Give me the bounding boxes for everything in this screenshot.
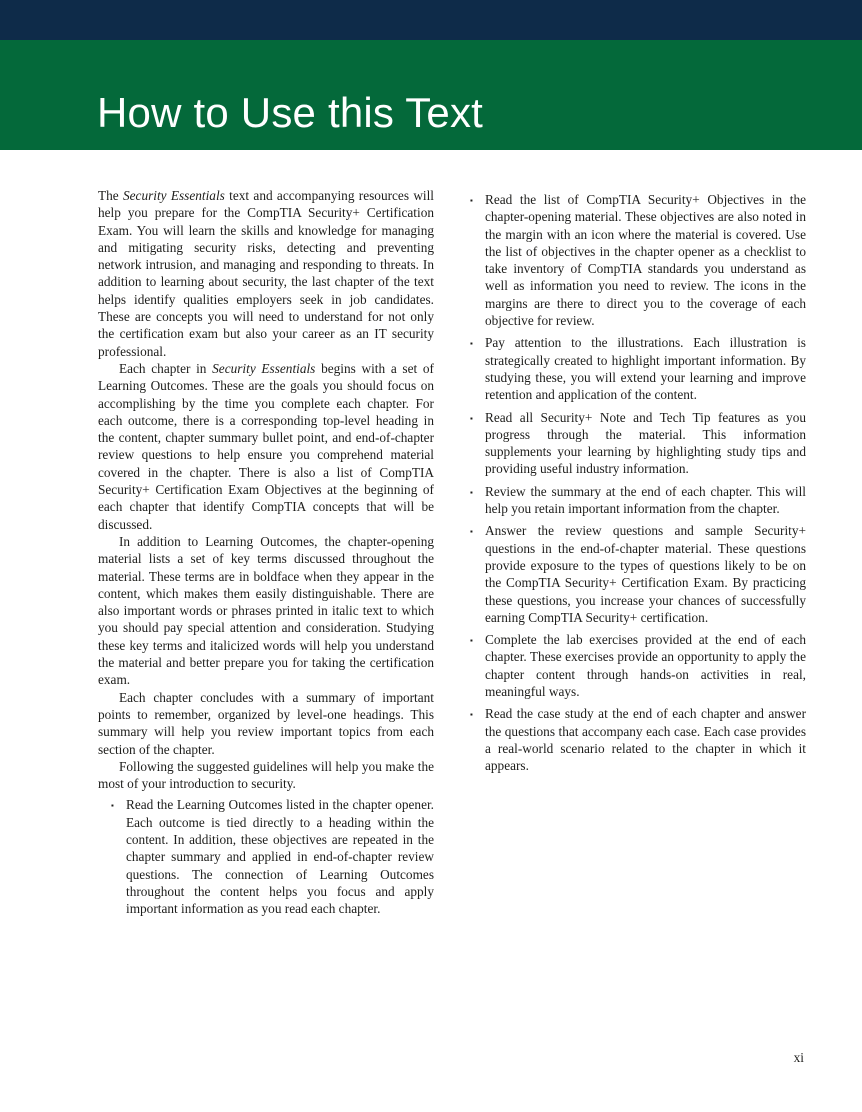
body-text: begins with a set of Learning Outcomes. These are the goals you should focus on accomplishing by the time you complete each chapter. For each outcome, there is a corresponding top-level heading in the content, chapter summary bullet point, and end-of-chapter review questions to help ensure you comprehend material covered in the chapter. There is also a list of CompTIA Security+ Certification Exam Objectives at the beginning of each chapter that identify CompTIA concepts that will be discussed. [98, 360, 434, 532]
bullet-square-marker: ▪ [470, 710, 473, 720]
body-text: Following the suggested guidelines will help you make the most of your introduction to security. [98, 758, 434, 792]
bullet-item [470, 705, 806, 774]
body-text: Each chapter concludes with a summary of important points to remember, organized by level-one headings. This summary will help you review important topics from each section of the chapter. [98, 689, 434, 757]
body-text: In addition to Learning Outcomes, the chapter-opening material lists a set of key terms discussed throughout the material. These terms are in boldface when they appear in the content, which makes them easily distinguishable. There are also important words or phrases printed in italic text to which you should pay special attention and consideration. Studying these key terms and italicized words will help you understand the material and better prepare you for taking the certification exam. [98, 533, 434, 688]
bullet-item [470, 334, 806, 403]
paragraph [98, 689, 434, 758]
bullet-text: Pay attention to the illustrations. Each illustration is strategically created to highlight important information. By studying these, you will extend your learning and improve retention and application of the content. [485, 335, 806, 403]
paragraph [98, 758, 434, 793]
bullet-square-marker: ▪ [111, 801, 114, 811]
body-text: text and accompanying resources will help you prepare for the CompTIA Security+ Certification Exam. You will learn the skills and knowledge for managing and mitigating security risks, detecting and preventing network intrusion, and managing and responding to threats. In addition to learning about security, the last chapter of the text helps identify qualities employers seek in job candidates. These are concepts you will need to understand for not only the certification exam but also your career as an IT security professional. [98, 188, 435, 359]
bullet-text: Read the list of CompTIA Security+ Objectives in the chapter-opening material. These objectives are also noted in the margin with an icon where the material is covered. Use the list of objectives in the chapter opener as a checklist to take inventory of CompTIA standards you understand as well as information you need to review. The icons in the margins are there to direct you to the coverage of each objective for review. [485, 192, 806, 329]
bullet-list [470, 191, 806, 775]
top-navy-bar [0, 0, 862, 40]
bullet-item [470, 522, 806, 626]
italic-text: Security Essentials [123, 188, 225, 203]
body-text: Each chapter in [119, 360, 213, 376]
bullet-square-marker: ▪ [470, 196, 473, 205]
bullet-text: Answer the review questions and sample Security+ questions in the end-of-chapter material. These questions provide exposure to the types of questions likely to be on the CompTIA Security+ Certification Exam. By practicing these questions, you increase your chances of successfully earning CompTIA Security+ certification. [485, 523, 806, 625]
bullet-square-marker: ▪ [470, 487, 473, 497]
right-column [470, 187, 806, 917]
bullet-item [111, 796, 434, 917]
title-banner [0, 40, 862, 150]
bullet-item [470, 409, 806, 478]
bullet-square-marker: ▪ [470, 527, 473, 537]
bullet-text: Complete the lab exercises provided at the end of each chapter. These exercises provide an opportunity to apply the chapter content through hands-on activities in real, meaningful ways. [485, 632, 806, 700]
page-title: How to Use this Text [97, 89, 484, 136]
left-column [98, 187, 434, 917]
bullet-text: Read the case study at the end of each chapter and answer the questions that accompany each case. Each case provides a real-world scenario related to the chapter in which it appears. [485, 706, 806, 774]
bullet-text: Read all Security+ Note and Tech Tip features as you progress through the material. This information supplements your learning by highlighting study tips and providing useful industry information. [485, 409, 806, 477]
bullet-text: Read the Learning Outcomes listed in the chapter opener. Each outcome is tied directly to a heading within the content. In addition, these objectives are repeated in the chapter summary and applied in end-of-chapter review questions. The connection of Learning Outcomes throughout the content helps you focus and apply important information as you read each chapter. [126, 797, 434, 917]
bullet-item [470, 483, 806, 518]
bullet-item [470, 191, 806, 329]
content-area [0, 150, 862, 917]
page-number: xi [793, 1050, 804, 1065]
bullet-square-marker: ▪ [470, 413, 473, 423]
body-text: The [98, 188, 123, 203]
paragraph [98, 187, 434, 360]
bullet-square-marker: ▪ [470, 636, 473, 646]
paragraph [98, 533, 434, 689]
bullet-list [98, 796, 434, 917]
bullet-item [470, 631, 806, 700]
bullet-square-marker: ▪ [470, 339, 473, 349]
bullet-text: Review the summary at the end of each chapter. This will help you retain important information from the chapter. [485, 483, 806, 517]
italic-text: Security Essentials [212, 360, 316, 376]
paragraph [98, 360, 434, 533]
